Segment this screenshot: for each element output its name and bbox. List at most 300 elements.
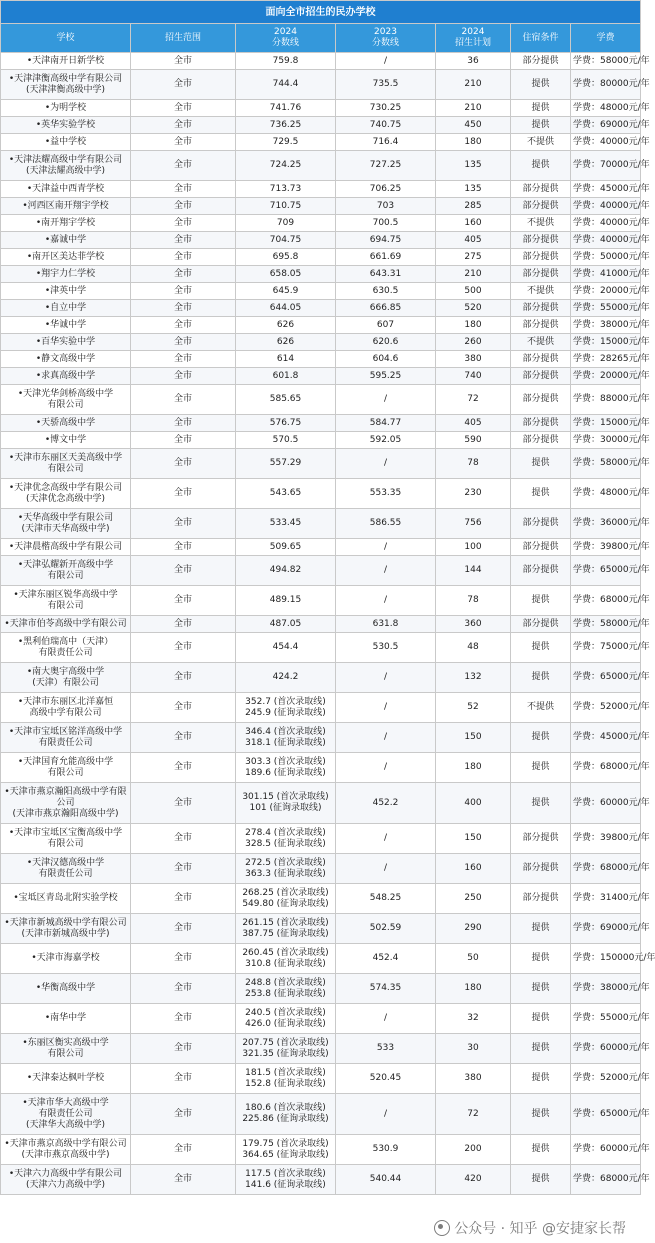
cell-lodging: 提供 [511, 151, 571, 181]
cell-score-2023: / [336, 723, 436, 753]
cell-plan: 420 [436, 1165, 511, 1195]
school-name-line: •宝坻区青岛北附实验学校 [13, 893, 118, 903]
cell-plan: 250 [436, 884, 511, 914]
school-name-line: •天津市燕京瀚阳高级中学有限 [4, 786, 127, 797]
cell-plan: 78 [436, 449, 511, 479]
score-2024-line: 240.5 (首次录取线) [245, 1007, 326, 1018]
school-name-line: •天津益中西青学校 [26, 183, 105, 194]
cell-lodging: 提供 [511, 586, 571, 616]
cell-score-2023: / [336, 753, 436, 783]
score-2024-line: 179.75 (首次录取线) [242, 1138, 329, 1149]
school-name-line: (天津市新城高级中学) [21, 928, 110, 939]
school-name-line: •天津国育允能高级中学 [17, 756, 114, 767]
wechat-icon [434, 1220, 450, 1236]
cell-plan: 380 [436, 351, 511, 368]
table-row [1, 914, 641, 944]
school-name-line: •天津南开日新学校 [26, 55, 105, 66]
score-2024-line: 272.5 (首次录取线) [245, 857, 326, 868]
cell-score-2023: 548.25 [336, 884, 436, 914]
school-name-line: •天骄高级中学 [35, 417, 96, 428]
cell-score-2024 [236, 249, 336, 266]
cell-fee: 学费：70000元/年 [571, 151, 641, 181]
table-body [1, 53, 655, 1195]
cell-scope: 全市 [131, 117, 236, 134]
school-name-line: •天津市东丽区北洋嘉恒 [17, 696, 114, 707]
table-row [1, 151, 641, 181]
cell-school [1, 1135, 131, 1165]
score-2024-line: 487.05 [269, 618, 302, 629]
table-row [1, 117, 641, 134]
score-2024-line: 710.75 [269, 200, 302, 211]
cell-plan: 210 [436, 100, 511, 117]
cell-lodging: 提供 [511, 663, 571, 693]
cell-score-2023: / [336, 556, 436, 586]
cell-score-2023: 520.45 [336, 1064, 436, 1094]
cell-score-2024 [236, 385, 336, 415]
cell-plan: 405 [436, 232, 511, 249]
school-name-line: •河西区南开翔宇学校 [22, 200, 109, 211]
table-row [1, 854, 641, 884]
score-2024-line: 318.1 (征询录取线) [245, 737, 326, 748]
table-row [1, 317, 641, 334]
cell-plan: 210 [436, 70, 511, 100]
score-2024-line: 533.45 [269, 518, 302, 528]
table-row [1, 53, 641, 70]
cell-score-2023: / [336, 663, 436, 693]
school-name-line: •百华实验中学 [35, 336, 96, 347]
cell-score-2023: 586.55 [336, 509, 436, 539]
table-row [1, 824, 641, 854]
cell-score-2023: / [336, 539, 436, 556]
header-scope: 招生范围 [131, 24, 236, 53]
cell-school [1, 449, 131, 479]
cell-score-2024 [236, 300, 336, 317]
score-2024-line: 645.9 [272, 285, 299, 296]
cell-fee: 学费：15000元/年 [571, 334, 641, 351]
cell-lodging: 提供 [511, 70, 571, 100]
table-row [1, 232, 641, 249]
school-name-line: •天津弘耀新开高级中学 [17, 559, 114, 570]
cell-fee: 学费：52000元/年 [571, 1064, 641, 1094]
cell-fee: 学费：40000元/年 [571, 198, 641, 215]
cell-score-2024 [236, 783, 336, 824]
cell-scope: 全市 [131, 633, 236, 663]
school-name-line: 有限公司 [47, 600, 84, 611]
cell-lodging: 部分提供 [511, 300, 571, 317]
cell-plan: 360 [436, 616, 511, 633]
header-score-2023 [336, 24, 436, 53]
school-name-line: (天津市燕京高级中学) [21, 1149, 110, 1160]
cell-school [1, 1165, 131, 1195]
cell-fee: 学费：80000元/年 [571, 70, 641, 100]
school-name-line: 公司 [56, 797, 75, 808]
cell-fee: 学费：150000元/年 [571, 944, 641, 974]
cell-lodging: 部分提供 [511, 432, 571, 449]
table-row [1, 249, 641, 266]
cell-lodging: 提供 [511, 1094, 571, 1135]
cell-fee: 学费：48000元/年 [571, 100, 641, 117]
cell-scope: 全市 [131, 884, 236, 914]
score-2024-line: 363.3 (征询录取线) [245, 868, 326, 879]
cell-lodging: 部分提供 [511, 198, 571, 215]
cell-fee: 学费：69000元/年 [571, 117, 641, 134]
cell-fee: 学费：41000元/年 [571, 266, 641, 283]
cell-plan: 100 [436, 539, 511, 556]
score-2024-line: 207.75 (首次录取线) [242, 1037, 329, 1048]
cell-plan: 48 [436, 633, 511, 663]
school-name-line: •天津光华剑桥高级中学 [17, 388, 114, 399]
cell-score-2024 [236, 854, 336, 884]
school-name-line: 有限公司 [47, 1048, 84, 1059]
cell-scope: 全市 [131, 181, 236, 198]
score-2024-line: 152.8 (征询录取线) [245, 1078, 326, 1089]
cell-fee: 学费：75000元/年 [571, 633, 641, 663]
cell-score-2023: 530.9 [336, 1135, 436, 1165]
score-2024-line: 576.75 [269, 417, 302, 428]
cell-score-2024 [236, 449, 336, 479]
cell-score-2024 [236, 974, 336, 1004]
school-name-line: •华诚中学 [44, 319, 87, 330]
table-row [1, 539, 641, 556]
cell-school [1, 884, 131, 914]
table-row [1, 300, 641, 317]
cell-plan: 380 [436, 1064, 511, 1094]
cell-school [1, 556, 131, 586]
cell-lodging: 提供 [511, 944, 571, 974]
cell-fee: 学费：52000元/年 [571, 693, 641, 723]
school-name-line: (天津华大高级中学) [25, 1119, 106, 1130]
cell-score-2023: 553.35 [336, 479, 436, 509]
table-row [1, 509, 641, 539]
cell-fee: 学费：60000元/年 [571, 783, 641, 824]
cell-score-2024 [236, 100, 336, 117]
cell-scope: 全市 [131, 616, 236, 633]
table-row [1, 693, 641, 723]
cell-school [1, 117, 131, 134]
table-row [1, 134, 641, 151]
table-row [1, 198, 641, 215]
score-2024-line: 658.05 [269, 268, 302, 279]
header-score-2023-label: 分数线 [371, 38, 399, 48]
cell-plan: 52 [436, 693, 511, 723]
score-2024-line: 225.86 (征询录取线) [242, 1114, 329, 1124]
cell-score-2024 [236, 317, 336, 334]
cell-score-2024 [236, 1165, 336, 1195]
cell-lodging: 提供 [511, 449, 571, 479]
cell-school [1, 1034, 131, 1064]
cell-scope: 全市 [131, 134, 236, 151]
cell-fee: 学费：38000元/年 [571, 974, 641, 1004]
cell-scope: 全市 [131, 385, 236, 415]
school-name-line: •天津市宝坻区宝衡高级中学 [8, 827, 123, 838]
header-school: 学校 [1, 24, 131, 53]
cell-score-2023: 452.2 [336, 783, 436, 824]
cell-score-2024 [236, 334, 336, 351]
cell-score-2024 [236, 753, 336, 783]
table-row [1, 884, 641, 914]
school-name-line: •天津市新城高级中学有限公司 [4, 917, 127, 928]
school-name-line: (天津市燕京瀚阳高级中学) [12, 808, 119, 819]
cell-school [1, 134, 131, 151]
cell-plan: 150 [436, 824, 511, 854]
school-name-line: •翔宇力仁学校 [35, 268, 96, 279]
cell-lodging: 提供 [511, 723, 571, 753]
cell-score-2023: 703 [336, 198, 436, 215]
school-name-line: 有限公司 [47, 570, 84, 581]
cell-plan: 160 [436, 215, 511, 232]
cell-score-2023: 540.44 [336, 1165, 436, 1195]
cell-school [1, 385, 131, 415]
score-2024-line: 278.4 (首次录取线) [245, 827, 326, 838]
cell-plan: 590 [436, 432, 511, 449]
score-2024-line: 303.3 (首次录取线) [245, 756, 326, 767]
school-name-line: •益中学校 [44, 136, 87, 147]
cell-score-2023: 592.05 [336, 432, 436, 449]
cell-score-2023: 574.35 [336, 974, 436, 1004]
cell-fee: 学费：40000元/年 [571, 215, 641, 232]
score-2024-line: 328.5 (征询录取线) [245, 838, 326, 849]
cell-fee: 学费：60000元/年 [571, 1135, 641, 1165]
cell-school [1, 317, 131, 334]
cell-lodging: 提供 [511, 914, 571, 944]
table-row [1, 1165, 641, 1195]
cell-lodging: 部分提供 [511, 824, 571, 854]
cell-school [1, 616, 131, 633]
table-row [1, 1034, 641, 1064]
cell-score-2024 [236, 509, 336, 539]
score-2024-line: 626 [276, 336, 295, 347]
cell-score-2023: 706.25 [336, 181, 436, 198]
cell-school [1, 539, 131, 556]
cell-scope: 全市 [131, 1094, 236, 1135]
school-name-line: •天津市宝坻区铭洋高级中学 [8, 726, 123, 737]
cell-scope: 全市 [131, 351, 236, 368]
cell-score-2023: 716.4 [336, 134, 436, 151]
cell-school [1, 693, 131, 723]
cell-fee: 学费：38000元/年 [571, 317, 641, 334]
table-title: 面向全市招生的民办学校 [1, 1, 641, 24]
cell-school [1, 249, 131, 266]
table-row [1, 1094, 641, 1135]
cell-scope: 全市 [131, 100, 236, 117]
cell-plan: 135 [436, 181, 511, 198]
cell-scope: 全市 [131, 974, 236, 1004]
table-row [1, 415, 641, 432]
school-name-line: (天津市天华高级中学) [21, 523, 110, 534]
cell-fee: 学费：40000元/年 [571, 134, 641, 151]
cell-plan: 450 [436, 117, 511, 134]
cell-score-2024 [236, 134, 336, 151]
score-2024-line: 704.75 [269, 234, 302, 245]
score-2024-line: 489.15 [269, 595, 302, 605]
cell-score-2024 [236, 944, 336, 974]
cell-score-2023: 661.69 [336, 249, 436, 266]
cell-school [1, 53, 131, 70]
cell-plan: 30 [436, 1034, 511, 1064]
cell-scope: 全市 [131, 509, 236, 539]
cell-fee: 学费：68000元/年 [571, 854, 641, 884]
cell-scope: 全市 [131, 539, 236, 556]
cell-fee: 学费：48000元/年 [571, 479, 641, 509]
score-2024-line: 424.2 [272, 672, 299, 682]
score-2024-line: 741.76 [269, 102, 302, 113]
cell-plan: 290 [436, 914, 511, 944]
cell-lodging: 提供 [511, 1034, 571, 1064]
table-row [1, 616, 641, 633]
school-name-line: •天津汉德高级中学 [26, 857, 105, 868]
cell-score-2023: / [336, 449, 436, 479]
cell-lodging: 部分提供 [511, 539, 571, 556]
cell-scope: 全市 [131, 198, 236, 215]
cell-scope: 全市 [131, 249, 236, 266]
score-2024-line: 570.5 [272, 434, 299, 445]
cell-school [1, 633, 131, 663]
school-name-line: •天津晨楷高级中学有限公司 [8, 541, 123, 552]
cell-school [1, 586, 131, 616]
score-2024-line: 261.15 (首次录取线) [242, 917, 329, 928]
table-row [1, 556, 641, 586]
score-2024-line: 352.7 (首次录取线) [245, 696, 326, 707]
score-2024-line: 709 [276, 217, 295, 228]
score-2024-line: 117.5 (首次录取线) [245, 1168, 326, 1179]
header-plan-label: 招生计划 [454, 38, 491, 48]
cell-plan: 230 [436, 479, 511, 509]
cell-plan: 78 [436, 586, 511, 616]
header-lodging: 住宿条件 [511, 24, 571, 53]
cell-lodging: 部分提供 [511, 415, 571, 432]
cell-lodging: 部分提供 [511, 266, 571, 283]
score-2024-line: 494.82 [269, 565, 302, 575]
cell-fee: 学费：68000元/年 [571, 1165, 641, 1195]
cell-score-2023: 631.8 [336, 616, 436, 633]
score-2024-line: 736.25 [269, 119, 302, 130]
cell-plan: 180 [436, 753, 511, 783]
table-row [1, 449, 641, 479]
cell-scope: 全市 [131, 824, 236, 854]
cell-score-2024 [236, 693, 336, 723]
cell-fee: 学费：30000元/年 [571, 432, 641, 449]
table-row [1, 753, 641, 783]
score-2024-line: 245.9 (征询录取线) [245, 707, 326, 718]
cell-scope: 全市 [131, 432, 236, 449]
cell-school [1, 663, 131, 693]
cell-score-2024 [236, 432, 336, 449]
cell-score-2024 [236, 198, 336, 215]
cell-score-2023: / [336, 824, 436, 854]
score-2024-line: 585.65 [269, 394, 302, 404]
school-name-line: (天津优念高级中学) [25, 493, 106, 504]
cell-scope: 全市 [131, 556, 236, 586]
table-row [1, 1064, 641, 1094]
cell-lodging: 提供 [511, 974, 571, 1004]
score-2024-line: 426.0 (征询录取线) [245, 1018, 326, 1029]
cell-lodging: 提供 [511, 1135, 571, 1165]
school-name-line: 有限责任公司 [38, 647, 93, 658]
cell-school [1, 415, 131, 432]
cell-school [1, 70, 131, 100]
cell-school [1, 753, 131, 783]
cell-fee: 学费：20000元/年 [571, 283, 641, 300]
cell-scope: 全市 [131, 663, 236, 693]
cell-school [1, 232, 131, 249]
cell-score-2024 [236, 117, 336, 134]
cell-score-2023: 730.25 [336, 100, 436, 117]
cell-score-2024 [236, 723, 336, 753]
cell-fee: 学费：65000元/年 [571, 663, 641, 693]
cell-scope: 全市 [131, 753, 236, 783]
school-name-line: •天津泰达枫叶学校 [26, 1073, 105, 1083]
cell-fee: 学费：15000元/年 [571, 415, 641, 432]
school-name-line: •南开区美达菲学校 [26, 251, 105, 262]
cell-fee: 学费：45000元/年 [571, 723, 641, 753]
cell-score-2024 [236, 914, 336, 944]
school-name-line: •津英中学 [44, 285, 87, 296]
cell-school [1, 351, 131, 368]
cell-school [1, 974, 131, 1004]
score-2024-line: 454.4 [272, 642, 299, 652]
table-row [1, 723, 641, 753]
score-2024-line: 141.6 (征询录取线) [245, 1179, 326, 1190]
cell-school [1, 914, 131, 944]
school-name-line: •静文高级中学 [35, 353, 96, 364]
cell-plan: 500 [436, 283, 511, 300]
cell-score-2023: / [336, 693, 436, 723]
cell-fee: 学费：68000元/年 [571, 753, 641, 783]
school-name-line: •天津市伯苓高级中学有限公司 [4, 618, 127, 629]
score-2024-line: 321.35 (征询录取线) [242, 1048, 329, 1059]
cell-school [1, 944, 131, 974]
header-fee: 学费 [571, 24, 641, 53]
cell-scope: 全市 [131, 1165, 236, 1195]
table-row [1, 432, 641, 449]
school-name-line: 有限公司 [47, 838, 84, 849]
school-name-line: (天津法耀高级中学) [25, 165, 106, 176]
cell-scope: 全市 [131, 300, 236, 317]
school-name-line: •求真高级中学 [35, 370, 96, 381]
header-plan [436, 24, 511, 53]
cell-school [1, 100, 131, 117]
table-row [1, 215, 641, 232]
cell-scope: 全市 [131, 586, 236, 616]
table-row [1, 334, 641, 351]
table-row [1, 663, 641, 693]
table-row [1, 479, 641, 509]
cell-plan: 405 [436, 415, 511, 432]
cell-score-2023: 694.75 [336, 232, 436, 249]
cell-plan: 285 [436, 198, 511, 215]
school-name-line: •天津市华大高级中学 [22, 1097, 109, 1108]
cell-score-2024 [236, 415, 336, 432]
cell-scope: 全市 [131, 317, 236, 334]
cell-lodging: 不提供 [511, 334, 571, 351]
cell-score-2024 [236, 181, 336, 198]
cell-school [1, 1094, 131, 1135]
score-2024-line: 601.8 [272, 370, 299, 381]
cell-school [1, 300, 131, 317]
cell-lodging: 提供 [511, 1165, 571, 1195]
school-name-line: •南华中学 [44, 1013, 87, 1023]
watermark [430, 1217, 630, 1239]
cell-lodging: 部分提供 [511, 854, 571, 884]
cell-fee: 学费：45000元/年 [571, 181, 641, 198]
school-name-line: •天津法耀高级中学有限公司 [8, 154, 123, 165]
cell-score-2023: / [336, 586, 436, 616]
cell-score-2024 [236, 351, 336, 368]
cell-score-2024 [236, 283, 336, 300]
score-2024-line: 260.45 (首次录取线) [242, 947, 329, 958]
school-name-line: •天津优念高级中学有限公司 [8, 482, 123, 493]
header-score-2023-year: 2023 [374, 27, 397, 37]
